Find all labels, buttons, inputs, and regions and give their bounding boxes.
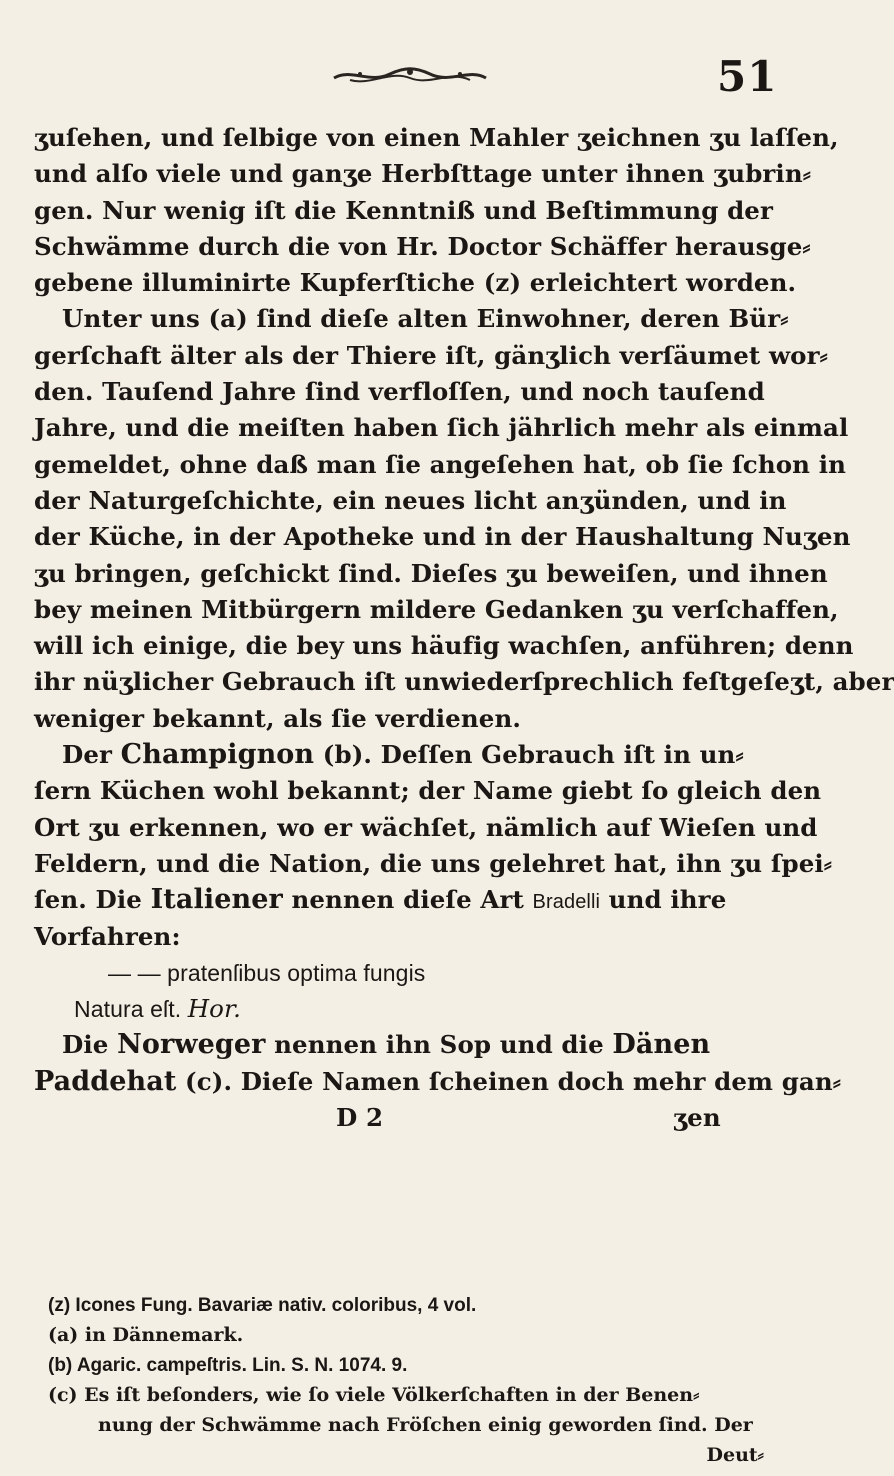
term-bradelli: Bradelli [532,891,601,914]
catchword: ʒen [673,1103,721,1133]
text-fragment: und ihre [600,885,727,915]
text-fragment: ſen. Die [34,885,151,915]
text-line: gemeldet, ohne daß man ſie angeſehen hat, ob ſie ſchon in [34,449,847,479]
text-line: Vorfahren: [34,921,181,951]
quote-line [34,991,774,1027]
footnote-b [48,1350,768,1380]
text-line: den. Tauſend Jahre ſind verfloſſen, und noch tauſend [34,377,765,407]
footnote-catchword: Deut⸗ [706,1444,764,1466]
norweger-line [34,1027,774,1063]
text-line: bey meinen Mitbürgern mildere Gedanken ʒu verſchaffen, [34,594,839,624]
body-text [34,120,894,1136]
text-line: der Küche, in der Apotheke und in der Haushaltung Nuʒen [34,522,851,552]
footnote-text: (z) Icones Fung. Bavariæ nativ. coloribus, 4 vol. [48,1295,477,1316]
quote-text: — — pratenſibus optima fungis [108,959,426,986]
text-line: gebene illuminirte Kupferſtiche (z) erleichtert worden. [34,268,797,298]
term-italiener: Italiener [150,884,283,916]
text-line: gen. Nur wenig iſt die Kenntniß und Beſtimmung der [34,195,773,225]
header-ornament-icon [330,62,490,90]
text-line: und alſo viele und ganʒe Herbſttage unter ihnen ʒubrin⸗ [34,159,812,189]
text-line: ʒuſehen, und ſelbige von einen Mahler ʒeichnen ʒu laſſen, [34,123,839,152]
footnote-z [48,1290,768,1320]
text-line: ihr nüʒlicher Gebrauch iſt unwiederſprechlich feſtgeſeʒt, aber [34,667,894,697]
signature-mark: D 2 [336,1103,384,1133]
text-line: ſern Küchen wohl bekannt; der Name giebt ſo gleich den [34,776,822,806]
quote-text: Natura eſt. [74,996,188,1023]
text-line: Schwämme durch die von Hr. Doctor Schäffer herausge⸗ [34,231,811,261]
text-line: ʒu bringen, geſchickt ſind. Dieſes ʒu beweiſen, und ihnen [34,558,828,588]
term-norweger: Norweger [117,1029,266,1061]
term-champignon: Champignon [120,739,315,771]
quote-line [34,955,774,991]
term-paddehat: Paddehat [34,1065,177,1097]
footnotes [48,1290,768,1470]
text-line: Ort ʒu erkennen, wo er wächſet, nämlich auf Wieſen und [34,812,818,842]
paddehat-line [34,1064,842,1100]
page-number: 51 [717,52,778,101]
footnote-c-continued: nung der Schwämme nach Fröſchen einig geworden ſind. Der [98,1414,753,1436]
footnote-text: (b) Agaric. campeſtris. Lin. S. N. 1074. 9. [48,1355,408,1376]
text-fragment: nennen dieſe Art [282,885,533,915]
text-line: Feldern, und die Nation, die uns gelehret hat, ihn ʒu ſpei⸗ [34,848,833,878]
text-line: gerſchaft älter als der Thiere iſt, gänʒlich verſäumet wor⸗ [34,340,828,370]
text-fragment: (c). Dieſe Namen ſcheinen doch mehr dem gan⸗ [176,1066,842,1096]
footnote-a: (a) in Dännemark. [48,1324,244,1346]
italiener-line [34,882,774,918]
text-fragment: nennen ihn Sop und die [265,1030,613,1060]
text-fragment: Der [62,740,121,770]
text-line: Unter uns (a) ſind dieſe alten Einwohner, deren Bür⸗ [62,304,789,334]
text-line: Jahre, und die meiſten haben ſich jährlich mehr als einmal [34,413,849,443]
text-line: weniger bekannt, als ſie verdienen. [34,703,521,733]
term-daenen: Dänen [612,1029,711,1061]
text-fragment: (b). Deſſen Gebrauch iſt in un⸗ [314,740,744,770]
text-line: will ich einige, die bey uns häufig wachſen, anführen; denn [34,631,854,661]
signature-line [34,1100,774,1136]
footnote-c: (c) Es iſt beſonders, wie ſo viele Völkerſchaften in der Benen⸗ [48,1384,700,1406]
champignon-line [34,737,774,773]
text-line: der Naturgeſchichte, ein neues licht anʒünden, und in [34,485,787,515]
text-fragment: Die [62,1030,118,1060]
quote-source: Hor. [187,994,242,1024]
